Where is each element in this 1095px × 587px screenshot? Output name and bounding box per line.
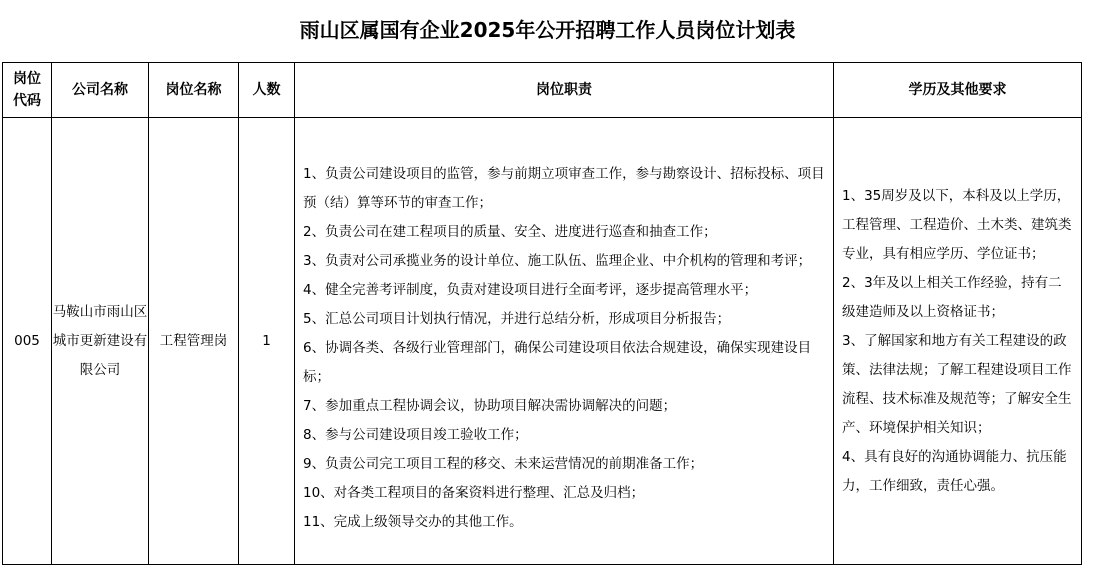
duty-item: 4、健全完善考评制度，负责对建设项目进行全面考评，逐步提高管理水平； bbox=[303, 281, 758, 298]
header-company-name: 公司名称 bbox=[52, 63, 149, 118]
requirements-list bbox=[834, 182, 1081, 501]
requirement-item: 1、35周岁及以下，本科及以上学历，工程管理、工程造价、土木类、建筑类专业，具有相应学历、学位证书； bbox=[842, 187, 1072, 262]
cell-requirements bbox=[834, 118, 1082, 565]
header-duties: 岗位职责 bbox=[295, 63, 834, 118]
requirement-item: 2、3年及以上相关工作经验，持有二级建造师及以上资格证书； bbox=[842, 274, 1062, 320]
cell-duties bbox=[295, 118, 834, 565]
duty-item: 8、参与公司建设项目竣工验收工作； bbox=[303, 426, 528, 443]
duty-item: 11、完成上级领导交办的其他工作。 bbox=[303, 513, 523, 530]
duty-item: 3、负责对公司承揽业务的设计单位、施工队伍、监理企业、中介机构的管理和考评； bbox=[303, 252, 812, 269]
table-row bbox=[3, 118, 1082, 565]
header-headcount: 人数 bbox=[239, 63, 295, 118]
cell-position-name: 工程管理岗 bbox=[149, 118, 239, 565]
requirement-item: 4、具有良好的沟通协调能力、抗压能力，工作细致，责任心强。 bbox=[842, 448, 1067, 494]
duty-item: 1、负责公司建设项目的监管，参与前期立项审查工作，参与勘察设计、招标投标、项目预（结）算等环节的审查工作； bbox=[303, 165, 825, 211]
duties-list bbox=[295, 146, 833, 537]
header-position-name: 岗位名称 bbox=[149, 63, 239, 118]
cell-position-code: 005 bbox=[3, 118, 52, 565]
duty-item: 6、协调各类、各级行业管理部门，确保公司建设项目依法合规建设，确保实现建设目标； bbox=[303, 339, 812, 385]
table-header-row bbox=[3, 63, 1082, 118]
requirement-item: 3、了解国家和地方有关工程建设的政策、法律法规；了解工程建设项目工作流程、技术标准及规范等；了解安全生产、环境保护相关知识； bbox=[842, 332, 1072, 436]
page-title: 雨山区属国有企业2025年公开招聘工作人员岗位计划表 bbox=[299, 18, 796, 42]
cell-company-name: 马鞍山市雨山区城市更新建设有限公司 bbox=[52, 118, 149, 565]
duty-item: 10、对各类工程项目的备案资料进行整理、汇总及归档； bbox=[303, 484, 645, 501]
header-position-code: 岗位代码 bbox=[3, 63, 52, 118]
duty-item: 9、负责公司完工项目工程的移交、未来运营情况的前期准备工作； bbox=[303, 455, 704, 472]
header-requirements: 学历及其他要求 bbox=[834, 63, 1082, 118]
cell-headcount: 1 bbox=[239, 118, 295, 565]
duty-item: 7、参加重点工程协调会议，协助项目解决需协调解决的问题； bbox=[303, 397, 677, 414]
duty-item: 2、负责公司在建工程项目的质量、安全、进度进行巡查和抽查工作； bbox=[303, 223, 717, 240]
duty-item: 5、汇总公司项目计划执行情况，并进行总结分析，形成项目分析报告； bbox=[303, 310, 731, 327]
position-plan-table bbox=[2, 62, 1082, 565]
